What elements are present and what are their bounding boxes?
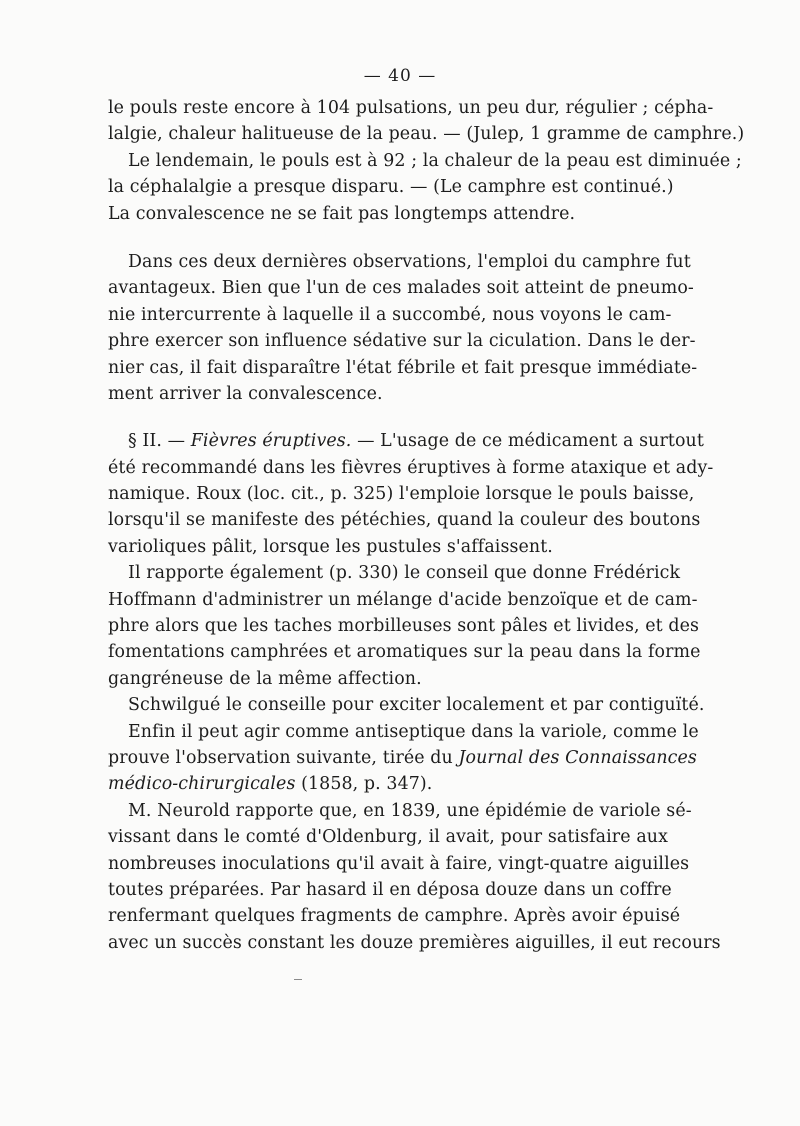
text-line: lalgie, chaleur halitueuse de la peau. — (Julep, 1 gramme de camphre.) [108, 124, 745, 145]
section-lead-text: — L'usage de ce médicament a surtout [357, 431, 704, 452]
text-line: fomentations camphrées et aromatiques sur la peau dans la forme [108, 642, 701, 663]
section-heading-line [108, 428, 704, 454]
body-text [108, 95, 745, 956]
section-mark: § II. — [128, 431, 186, 452]
text-line: toutes préparées. Par hasard il en déposa douze dans un coffre [108, 879, 672, 900]
text-line: La convalescence ne se fait pas longtemps attendre. [108, 203, 576, 224]
text-line: M. Neurold rapporte que, en 1839, une épidémie de variole sé- [128, 800, 692, 821]
text-line: Schwilgué le conseille pour exciter localement et par contiguïté. [128, 695, 705, 716]
text-line: la céphalalgie a presque disparu. — (Le camphre est continué.) [108, 177, 674, 198]
section-title: Fièvres éruptives. [190, 431, 352, 452]
text-line: été recommandé dans les fièvres éruptives à forme ataxique et ady- [108, 457, 714, 478]
text-line: Dans ces deux dernières observations, l'emploi du camphre fut [128, 251, 691, 272]
text-line: nombreuses inoculations qu'il avait à faire, vingt-quatre aiguilles [108, 853, 690, 874]
page-number: — 40 — [363, 66, 437, 86]
journal-title: Journal des Connaissances [458, 747, 697, 768]
text-line: phre alors que les taches morbilleuses sont pâles et livides, et des [108, 616, 699, 637]
paragraph-gap [108, 407, 668, 428]
journal-reference: (1858, p. 347). [301, 774, 433, 795]
text-line: Le lendemain, le pouls est à 92 ; la chaleur de la peau est diminuée ; [128, 150, 742, 171]
paragraph-gap [108, 227, 668, 249]
text-run: prouve l'observation suivante, tirée du [108, 747, 453, 768]
text-line: le pouls reste encore à 104 pulsations, un peu dur, régulier ; cépha- [108, 98, 714, 118]
text-line: lorsqu'il se manifeste des pétéchies, quand la couleur des boutons [108, 510, 701, 531]
text-line: gangréneuse de la même affection. [108, 668, 422, 689]
text-line: avantageux. Bien que l'un de ces malades soit atteint de pneumo- [108, 278, 694, 299]
text-line: avec un succès constant les douze premières aiguilles, il eut recours [108, 932, 721, 953]
text-line: vissant dans le comté d'Oldenburg, il avait, pour satisfaire aux [108, 827, 668, 848]
text-line: namique. Roux (loc. cit., p. 325) l'emploie lorsque le pouls baisse, [108, 484, 695, 505]
text-line: ment arriver la convalescence. [108, 383, 383, 404]
text-line: Enfin il peut agir comme antiseptique dans la variole, comme le [128, 721, 699, 742]
text-line: Hoffmann d'administrer un mélange d'acide benzoïque et de cam- [108, 589, 698, 610]
text-line: varioliques pâlit, lorsque les pustules s'affaissent. [108, 536, 553, 557]
text-line: Il rapporte également (p. 330) le conseil que donne Frédérick [128, 563, 681, 584]
text-line: nie intercurrente à laquelle il a succombé, nous voyons le cam- [108, 304, 672, 325]
text-line: phre exercer son influence sédative sur la ciculation. Dans le der- [108, 331, 696, 352]
text-line [108, 771, 668, 797]
text-line [108, 745, 697, 771]
text-line: renfermant quelques fragments de camphre. Après avoir épuisé [108, 906, 681, 927]
text-line: nier cas, il fait disparaître l'état fébrile et fait presque immédiate- [108, 357, 698, 378]
stray-mark [294, 979, 302, 980]
journal-title-continued: médico-chirurgicales [108, 774, 296, 795]
